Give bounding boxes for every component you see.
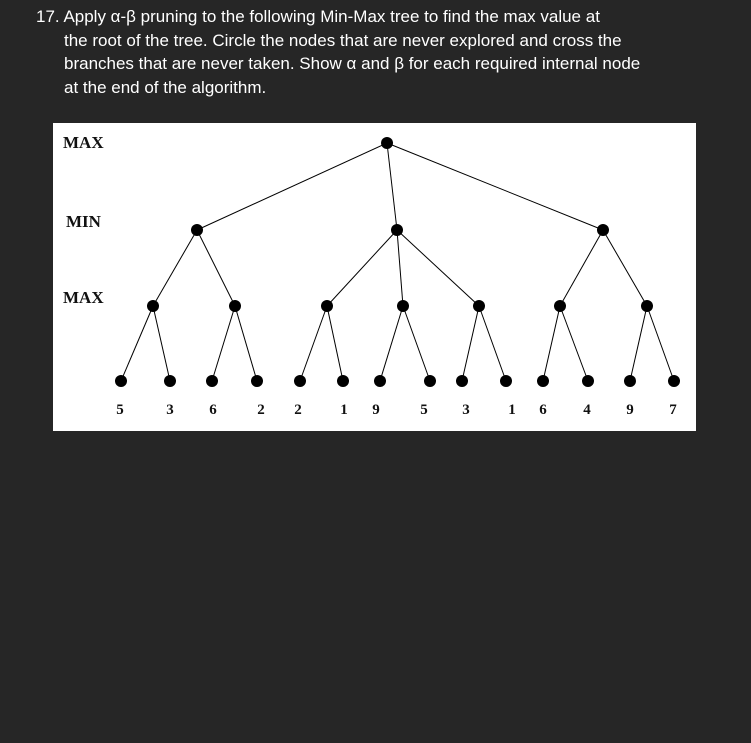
edge-min-max-6 <box>560 230 603 306</box>
edge-max-leaf-6 <box>327 306 343 381</box>
leaf-node-2 <box>164 375 176 387</box>
leaf-value-2: 3 <box>166 402 174 418</box>
leaf-value-7: 9 <box>372 402 380 418</box>
edge-max-leaf-4 <box>235 306 257 381</box>
edge-max-leaf-3 <box>212 306 235 381</box>
edge-root-min-3 <box>387 143 603 230</box>
question-line-1: 17. Apply α-β pruning to the following Min-Max tree to find the max value at <box>36 5 676 29</box>
max-node-3 <box>321 300 333 312</box>
level-label-min: MIN <box>66 212 101 231</box>
max-node-4 <box>397 300 409 312</box>
edge-max-leaf-13 <box>630 306 647 381</box>
leaf-value-8: 5 <box>420 402 428 418</box>
edge-max-leaf-10 <box>479 306 506 381</box>
max-node-7 <box>641 300 653 312</box>
leaf-value-9: 3 <box>462 402 470 418</box>
leaf-node-14 <box>668 375 680 387</box>
edge-min-max-5 <box>397 230 479 306</box>
leaf-value-3: 6 <box>209 402 217 418</box>
leaf-value-5: 2 <box>294 402 302 418</box>
leaf-value-11: 6 <box>539 402 547 418</box>
level-label-max-root: MAX <box>63 133 104 152</box>
min-node-1 <box>191 224 203 236</box>
edge-min-max-1 <box>153 230 197 306</box>
max-node-6 <box>554 300 566 312</box>
edge-max-leaf-8 <box>403 306 430 381</box>
max-node-1 <box>147 300 159 312</box>
max-node-2 <box>229 300 241 312</box>
edge-max-leaf-12 <box>560 306 588 381</box>
leaf-value-13: 9 <box>626 402 634 418</box>
leaf-node-13 <box>624 375 636 387</box>
edge-max-leaf-2 <box>153 306 170 381</box>
max-node-5 <box>473 300 485 312</box>
edge-min-max-2 <box>197 230 235 306</box>
leaf-value-6: 1 <box>340 402 348 418</box>
leaf-value-14: 7 <box>669 402 677 418</box>
leaf-value-12: 4 <box>583 402 591 418</box>
leaf-node-9 <box>456 375 468 387</box>
question-text <box>36 5 676 99</box>
min-node-3 <box>597 224 609 236</box>
leaf-node-1 <box>115 375 127 387</box>
root-max-node <box>381 137 393 149</box>
tree-graph <box>53 123 696 431</box>
leaf-node-5 <box>294 375 306 387</box>
question-line-4: at the end of the algorithm. <box>64 77 267 97</box>
leaf-value-10: 1 <box>508 402 516 418</box>
level-label-max-inner: MAX <box>63 288 104 307</box>
leaf-node-10 <box>500 375 512 387</box>
leaf-node-12 <box>582 375 594 387</box>
leaf-value-1: 5 <box>116 402 124 418</box>
leaf-node-6 <box>337 375 349 387</box>
edge-min-max-4 <box>397 230 403 306</box>
edge-max-leaf-11 <box>543 306 560 381</box>
leaf-node-3 <box>206 375 218 387</box>
edge-max-leaf-9 <box>462 306 479 381</box>
minmax-tree-figure <box>53 123 696 431</box>
edge-max-leaf-1 <box>121 306 153 381</box>
min-node-2 <box>391 224 403 236</box>
question-line-2: the root of the tree. Circle the nodes that are never explored and cross the <box>64 30 622 50</box>
leaf-value-4: 2 <box>257 402 265 418</box>
leaf-node-7 <box>374 375 386 387</box>
leaf-node-8 <box>424 375 436 387</box>
edge-max-leaf-7 <box>380 306 403 381</box>
leaf-node-4 <box>251 375 263 387</box>
question-line-3: branches that are never taken. Show α and β for each required internal node <box>64 54 641 73</box>
edge-root-min-2 <box>387 143 397 230</box>
edge-min-max-3 <box>327 230 397 306</box>
edge-min-max-7 <box>603 230 647 306</box>
edge-max-leaf-5 <box>300 306 327 381</box>
edge-max-leaf-14 <box>647 306 674 381</box>
leaf-node-11 <box>537 375 549 387</box>
edge-root-min-1 <box>197 143 387 230</box>
question-number: 17. <box>36 7 60 26</box>
